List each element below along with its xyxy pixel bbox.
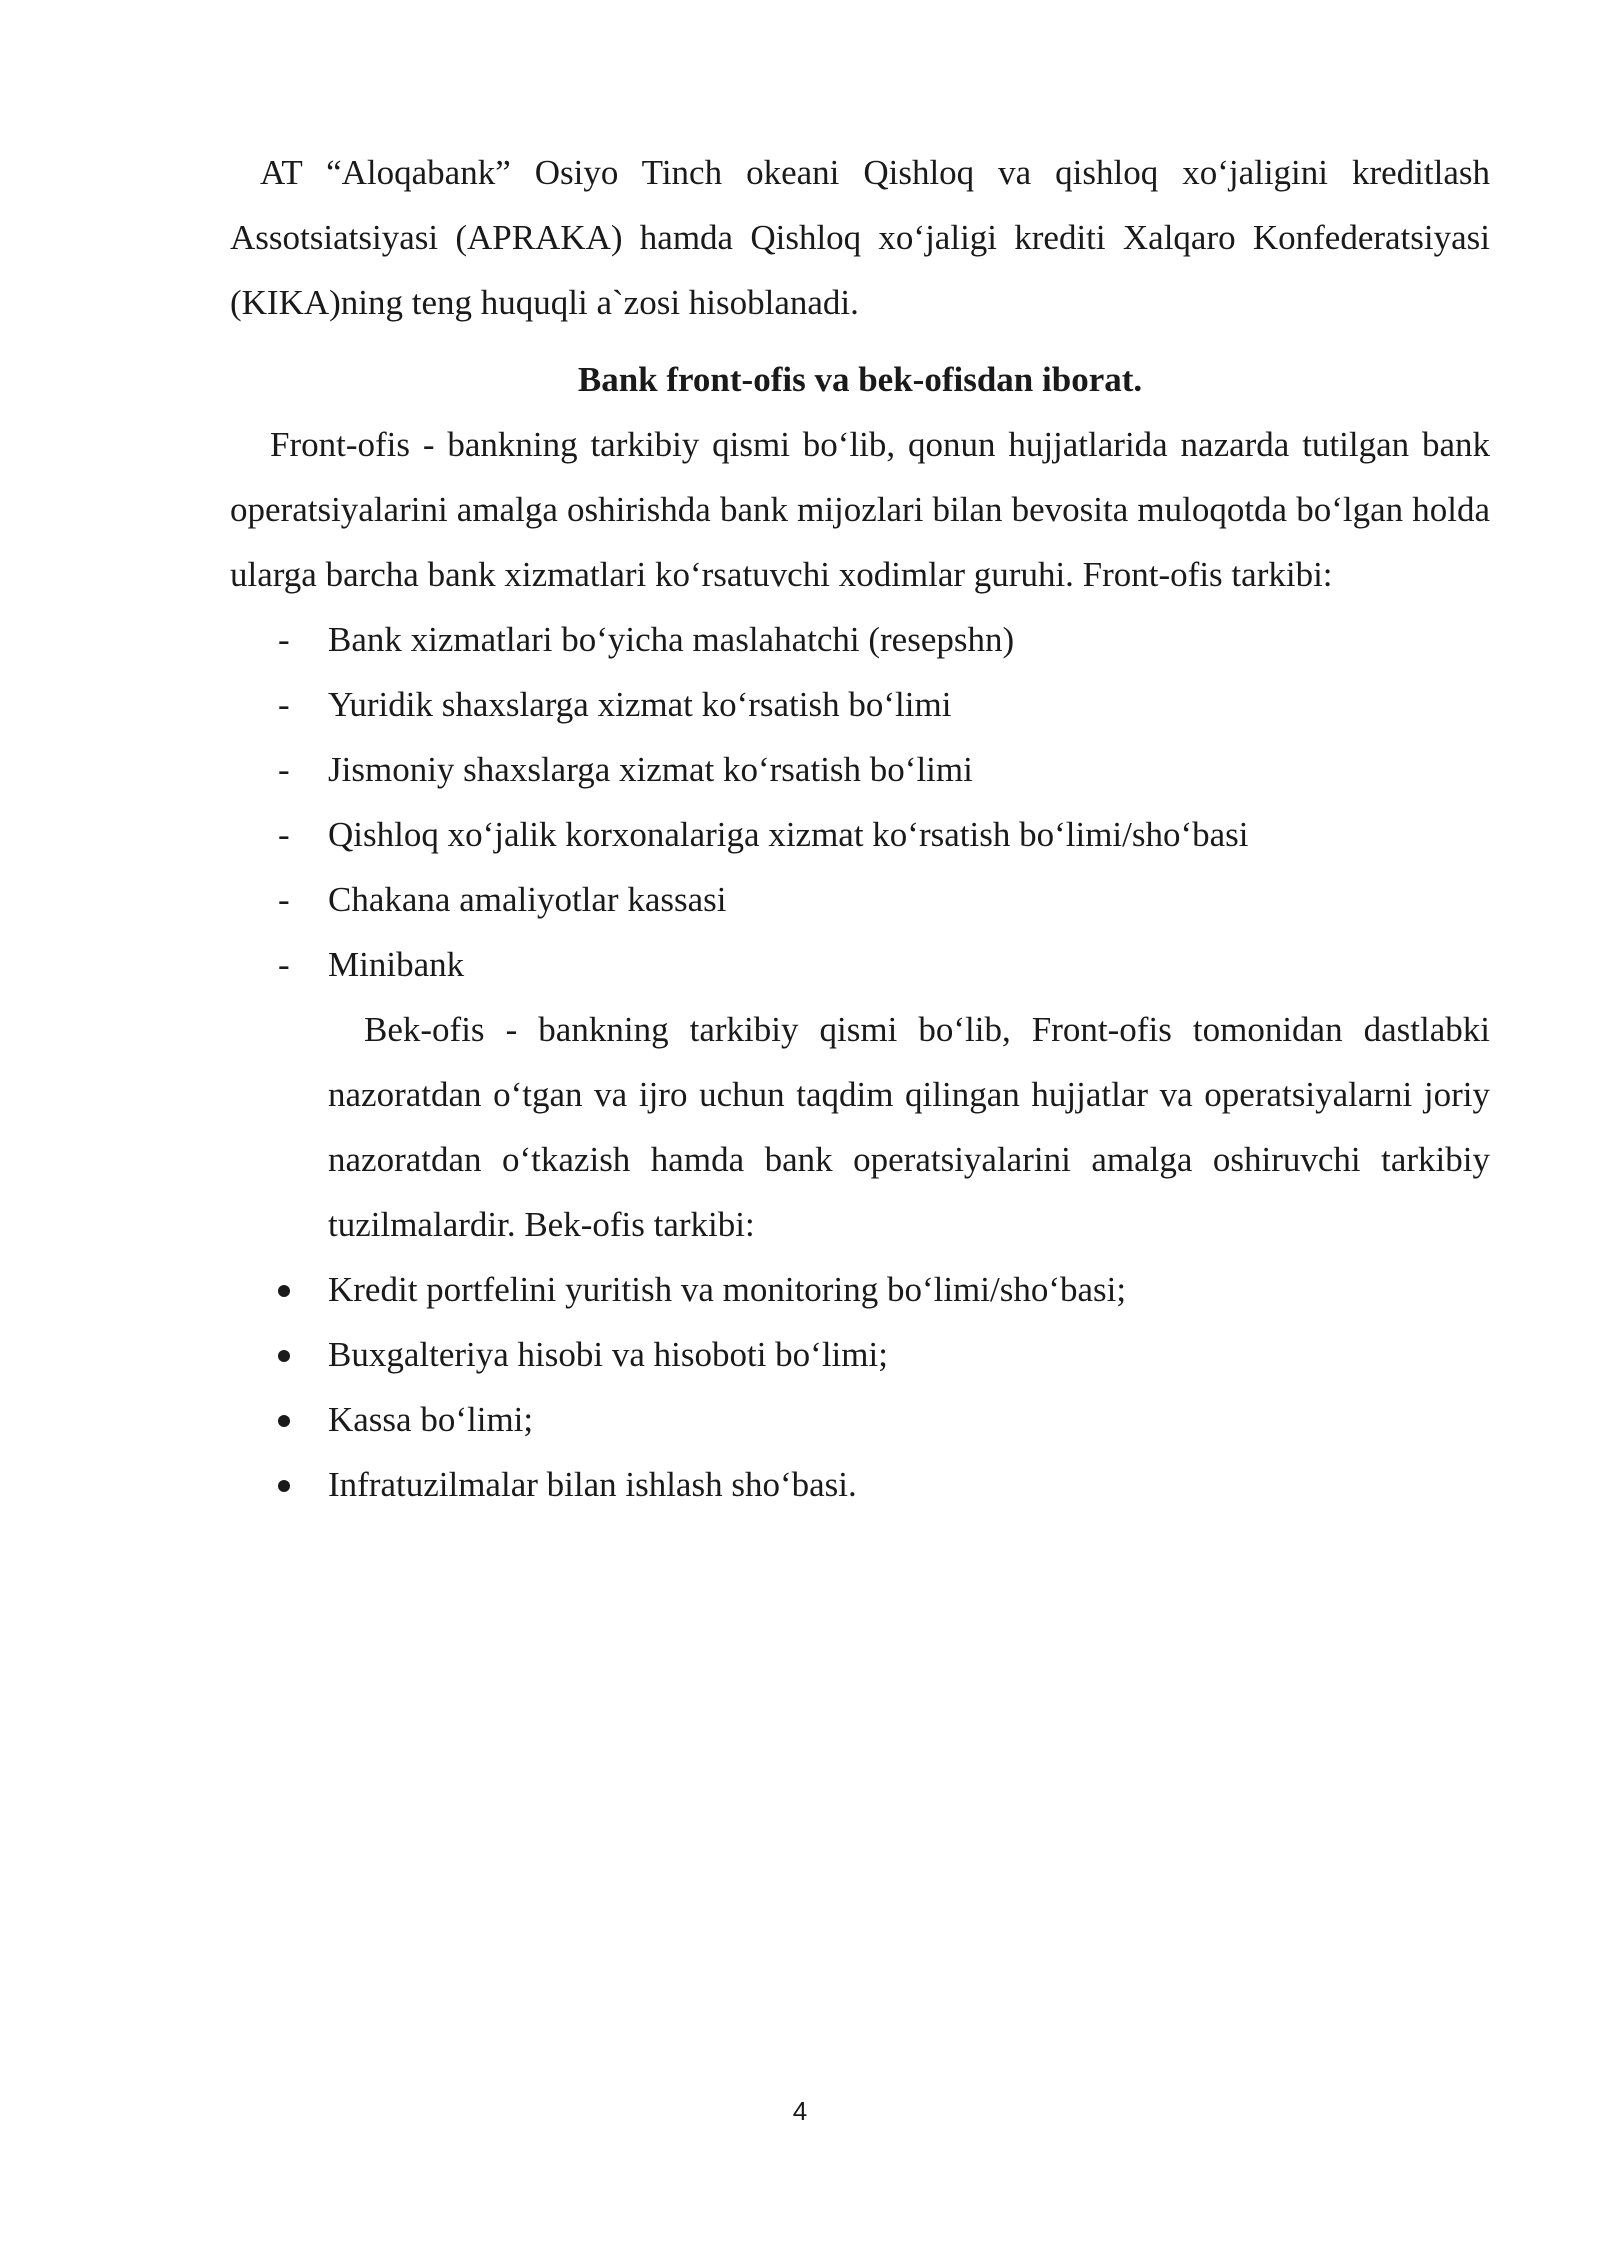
dash-marker: - bbox=[278, 815, 290, 854]
list-item bbox=[230, 932, 1490, 997]
list-item bbox=[230, 737, 1490, 802]
bullet-icon bbox=[278, 1452, 308, 1517]
dash-marker: - bbox=[278, 750, 290, 789]
back-office-list bbox=[230, 1257, 1490, 1517]
page-content bbox=[230, 140, 1490, 1517]
list-item-text: Buxgalteriya hisobi va hisoboti bo‘limi; bbox=[328, 1335, 888, 1374]
list-item-text: Infratuzilmalar bilan ishlash sho‘basi. bbox=[328, 1465, 857, 1504]
dash-marker: - bbox=[278, 880, 290, 919]
list-item bbox=[230, 607, 1490, 672]
list-item-text: Jismoniy shaxslarga xizmat ko‘rsatish bo‘limi bbox=[328, 750, 973, 789]
list-item bbox=[230, 672, 1490, 737]
bullet-icon bbox=[278, 1322, 308, 1387]
list-item-text: Minibank bbox=[328, 945, 465, 984]
list-item-text: Kredit portfelini yuritish va monitoring bo‘limi/sho‘basi; bbox=[328, 1270, 1127, 1309]
dash-marker: - bbox=[278, 620, 290, 659]
list-item-text: Chakana amaliyotlar kassasi bbox=[328, 880, 727, 919]
list-item bbox=[230, 1257, 1490, 1322]
bullet-icon bbox=[278, 1387, 308, 1452]
front-office-intro-paragraph: Front-ofis - bankning tarkibiy qismi bo‘lib, qonun hujjatlarida nazarda tutilgan bank operatsiyalarini amalga oshirishda bank mijozlari bilan bevosita muloqotda bo‘lgan holda ularga barcha bank xizmatlari ko‘rsatuvchi xodimlar guruhi. Front-ofis tarkibi: bbox=[230, 425, 1490, 594]
list-item bbox=[230, 802, 1490, 867]
bullet-icon bbox=[278, 1257, 308, 1322]
back-office-intro-paragraph: Bek-ofis - bankning tarkibiy qismi bo‘lib, Front-ofis tomonidan dastlabki nazoratdan o‘tgan va ijro uchun taqdim qilingan hujjatlar va operatsiyalarni joriy nazoratdan o‘tkazish hamda bank operatsiyalarini amalga oshiruvchi tarkibiy tuzilmalardir. Bek-ofis tarkibi: bbox=[328, 1010, 1490, 1244]
front-office-list bbox=[230, 607, 1490, 997]
list-item bbox=[230, 867, 1490, 932]
list-item-text: Qishloq xo‘jalik korxonalariga xizmat ko‘rsatish bo‘limi/sho‘basi bbox=[328, 815, 1249, 854]
dash-marker: - bbox=[278, 945, 290, 984]
section-heading: Bank front-ofis va bek-ofisdan iborat. bbox=[577, 360, 1143, 399]
list-item-text: Bank xizmatlari bo‘yicha maslahatchi (resepshn) bbox=[328, 620, 1015, 659]
aloqabank-membership-paragraph: AT “Aloqabank” Osiyo Tinch okeani Qishloq va qishloq xo‘jaligini kreditlash Assotsiatsiyasi (APRAKA) hamda Qishloq xo‘jaligi krediti Xalqaro Konfederatsiyasi (KIKA)ning teng huquqli a`zosi hisoblanadi. bbox=[230, 153, 1490, 322]
list-item bbox=[230, 1322, 1490, 1387]
page-number: 4 bbox=[792, 2096, 808, 2126]
list-item bbox=[230, 1452, 1490, 1517]
list-item bbox=[230, 1387, 1490, 1452]
list-item-text: Yuridik shaxslarga xizmat ko‘rsatish bo‘limi bbox=[328, 685, 952, 724]
list-item-text: Kassa bo‘limi; bbox=[328, 1400, 534, 1439]
dash-marker: - bbox=[278, 685, 290, 724]
